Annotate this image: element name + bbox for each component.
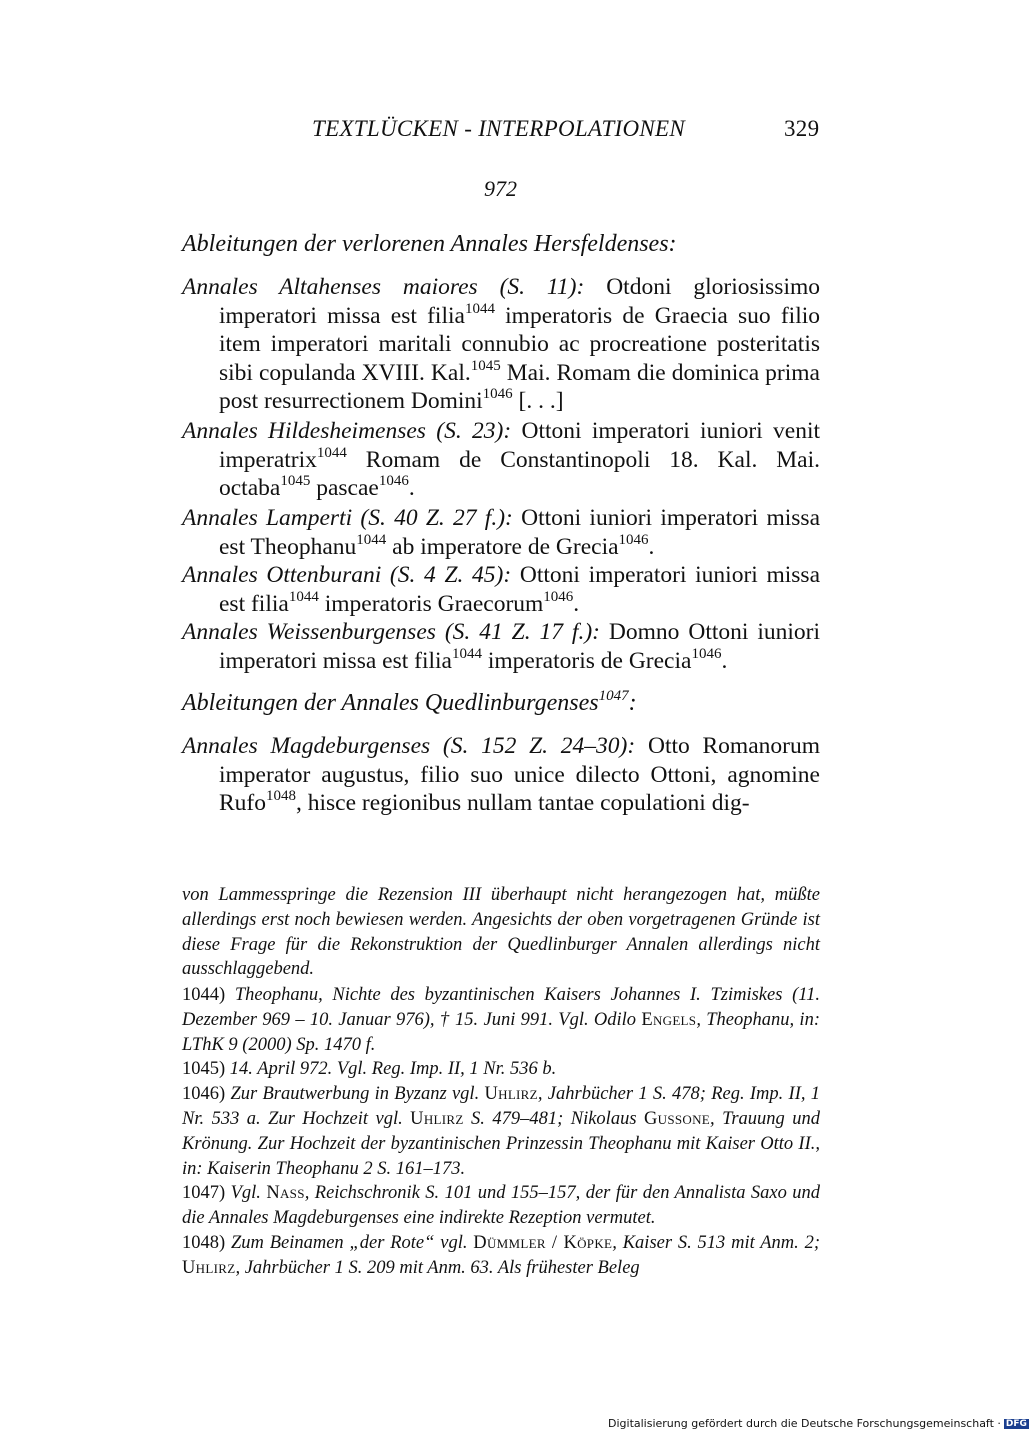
heading-text: Ableitungen der Annales Quedlinburgenses (182, 690, 599, 716)
entry-text: imperatoris de Grecia (481, 647, 692, 674)
entry-text: . (573, 590, 580, 617)
footnote-text: , Jahrbücher 1 S. 209 mit Anm. 63. Als frühester Beleg (235, 1257, 640, 1278)
footnote-1046 (182, 1082, 820, 1181)
footnote-text: S. 479–481; Nikolaus (463, 1108, 644, 1129)
entry-text: Mai. Romam die dominica prima post resurrectionem Domini (219, 359, 820, 414)
entry-text: Romam de Constantinopoli 18. Kal. Mai. octaba (219, 446, 820, 501)
author-name: Engels (641, 1009, 697, 1030)
entry-source: Annales Lamperti (S. 40 Z. 27 f.): (182, 505, 513, 531)
footnote-number: 1046) (182, 1084, 226, 1105)
running-title: TEXTLÜCKEN - INTERPOLATIONEN (312, 116, 686, 141)
entry-text: , hisce regionibus nullam tantae copulationi dig- (296, 790, 750, 816)
year-heading: 972 (484, 176, 517, 201)
entry-text: Ottoni imperatori iuniori venit imperatrix (219, 418, 821, 473)
page-number: 329 (784, 116, 820, 141)
footnote-text: , Trauung und Krönung. Zur Hochzeit der byzantinischen Prinzessin Theophanu mit Kaiser Otto II., in: Kaiserin Theophanu 2 S. 161–173. (182, 1108, 821, 1179)
footnote-ref: 1046 (691, 645, 722, 662)
footnote-ref: 1044 (451, 645, 482, 662)
author-name: Dümmler / Köpke (473, 1232, 613, 1253)
footnote-text: , Theophanu, in: LThK 9 (2000) Sp. 1470 f. (182, 1009, 820, 1055)
entry-text: imperatoris Graecorum (318, 590, 544, 617)
footnote-ref: 1045 (280, 473, 311, 490)
entry-annales-ottenburani (182, 561, 820, 618)
footnote-ref: 1046 (543, 588, 574, 605)
footnote-ref: 1045 (470, 357, 501, 374)
footnote-text: , Reichschronik S. 101 und 155–157, der für den Annalista Saxo und die Annales Magdeburgenses eine indirekte Rezeption vermutet. (182, 1183, 820, 1229)
entry-text: Domno Ottoni iuniori imperatori missa est filia (219, 619, 820, 674)
heading-colon: : (628, 690, 637, 716)
entry-text: Otdoni gloriosissimo imperatori missa est filia (219, 274, 820, 329)
footnote-ref: 1044 (288, 588, 319, 605)
entry-source: Annales Hildesheimenses (S. 23): (182, 418, 512, 444)
entry-text: ab imperatore de Grecia (386, 533, 619, 560)
footnote-text: Vgl. (225, 1183, 267, 1204)
entry-text: [. . .] (512, 388, 564, 414)
section-heading-hersfeldenses: Ableitungen der verlorenen Annales Hersfeldenses: (182, 231, 677, 257)
footnote-number: 1047) (182, 1183, 226, 1204)
footnote-1044 (182, 983, 820, 1057)
footnote-number: 1045) (182, 1059, 226, 1080)
entry-text: Ottoni iuniori imperatori missa est Theophanu (219, 505, 820, 560)
entry-annales-hildesheimenses (182, 417, 820, 503)
footnote-text: Theophanu, Nichte des byzantinischen Kaisers Johannes I. Tzimiskes (11. Dezember 969 – 10. Januar 976), † 15. Juni 991. Vgl. Odilo (182, 985, 820, 1030)
footnote-text: Zum Beinamen „der Rote“ vgl. (225, 1232, 474, 1253)
footnote-1047 (182, 1181, 820, 1231)
entry-text: Ottoni imperatori iuniori missa est filia (219, 562, 820, 617)
dfg-logo: DFG (1005, 1419, 1027, 1429)
footnote-ref: 1044 (316, 444, 347, 461)
entry-annales-lamperti (182, 504, 820, 561)
footnote-ref: 1047 (598, 688, 629, 704)
footnote-number: 1048) (182, 1232, 226, 1253)
entry-text: imperatoris de Graecia suo filio item imperatori maritali connubio ac procreatione posteritatis sibi copulanda XVIII. Kal. (219, 302, 820, 386)
footnote-list (182, 983, 820, 1281)
entry-source: Annales Magdeburgenses (S. 152 Z. 24–30): (182, 733, 636, 759)
author-name: Uhlirz (410, 1108, 464, 1129)
footnote-1048 (182, 1231, 820, 1281)
entry-annales-magdeburgenses (182, 732, 820, 818)
entry-text: . (648, 533, 655, 560)
author-name: Gussone (643, 1108, 711, 1129)
author-name: Uhlirz (182, 1257, 236, 1278)
entry-text: Otto Romanorum imperator augustus, filio suo unice dilecto Ottoni, agnomine Rufo (219, 733, 820, 816)
footnote-1045 (182, 1057, 820, 1082)
dfg-attribution (608, 1417, 1029, 1430)
footnote-text: , Jahrbücher 1 S. 478; Reg. Imp. II, 1 Nr. 533 a. Zur Hochzeit vgl. (182, 1084, 821, 1129)
footnote-ref: 1046 (618, 531, 649, 548)
section-heading-quedlinburgenses (182, 690, 637, 717)
footnote-text: , Kaiser S. 513 mit Anm. 2; (612, 1232, 820, 1253)
footnote-continuation: von Lammesspringe die Rezension III überhaupt nicht herangezogen hat, müßte allerdings erst noch bewiesen werden. Angesichts der oben vorgetragenen Gründe ist diese Frage für die Rekonstruktion der Quedlinburger Annalen allerdings nicht ausschlaggebend. (182, 885, 820, 980)
author-name: Nass (266, 1183, 305, 1204)
author-name: Uhlirz (484, 1084, 538, 1105)
footnote-ref: 1044 (464, 300, 495, 317)
footnote-ref: 1046 (378, 473, 409, 490)
entry-text: . (721, 647, 728, 674)
attribution-text: Digitalisierung gefördert durch die Deutsche Forschungsgemeinschaft · (608, 1417, 1001, 1430)
entry-annales-weissenburgenses (182, 618, 820, 675)
entry-text: pascae (310, 475, 379, 501)
footnote-ref: 1046 (482, 386, 513, 403)
footnote-ref: 1044 (356, 531, 387, 548)
footnote-text: Zur Brautwerbung in Byzanz vgl. (225, 1084, 485, 1105)
entry-annales-altahenses (182, 273, 820, 416)
footnote-ref: 1048 (266, 788, 296, 805)
footnote-text: 14. April 972. Vgl. Reg. Imp. II, 1 Nr. 536 b. (225, 1059, 557, 1080)
entry-source: Annales Ottenburani (S. 4 Z. 45): (182, 562, 512, 588)
entry-source: Annales Weissenburgenses (S. 41 Z. 17 f.): (182, 619, 600, 645)
footnote-number: 1044) (182, 985, 226, 1005)
entry-source: Annales Altahenses maiores (S. 11): (182, 274, 585, 300)
entry-text: . (408, 475, 415, 501)
